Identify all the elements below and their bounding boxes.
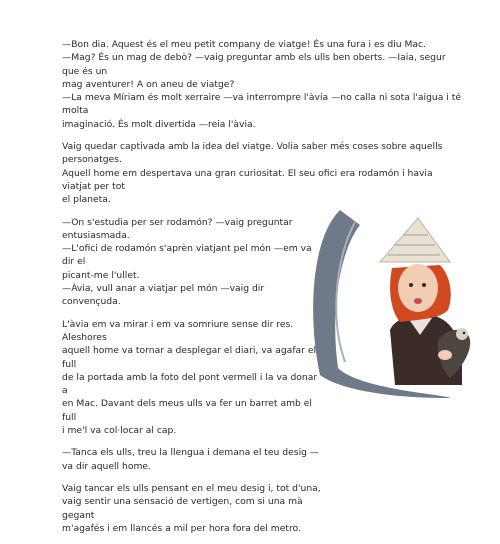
ferret-eye xyxy=(463,332,465,334)
text-line: —La meva Míriam és molt xerraire —va interrompre l'àvia —no calla ni sota l'aigua i té molta xyxy=(62,92,462,117)
text-line: imaginació. És molt divertida —reia l'àvia. xyxy=(62,118,256,130)
girl-face xyxy=(398,264,438,312)
text-line: —Mag? És un mag de debò? —vaig preguntar amb els ulls ben oberts. —Iaia, segur que és un xyxy=(62,52,446,77)
paragraph-narration-1 xyxy=(62,140,462,206)
paragraph-narration-2 xyxy=(62,318,324,438)
text-line: va dir aquell home. xyxy=(62,460,151,472)
text-line: —L'ofici de rodamón s'aprèn viatjant pel món —em va dir el xyxy=(62,243,312,268)
girl-ferret-illustration xyxy=(300,200,500,400)
paragraph-dialogue-1 xyxy=(62,38,462,131)
text-line: i me'l va col·locar al cap. xyxy=(62,425,177,437)
text-line: L'àvia em va mirar i em va somriure sense dir res. Aleshores xyxy=(62,318,294,343)
girl-eye xyxy=(422,283,426,287)
girl-hand xyxy=(438,350,452,360)
text-line: —Àvia, vull anar a viatjar pel món —vaig dir convençuda. xyxy=(62,283,265,308)
text-line: vaig sentir una sensació de vertigen, com si una mà gegant xyxy=(62,496,303,521)
text-line: —On s'estudia per ser rodamón? —vaig preguntar entusiasmada. xyxy=(62,216,293,241)
girl-mouth xyxy=(414,298,422,304)
paragraph-dialogue-3 xyxy=(62,446,324,473)
text-line: en Mac. Davant dels meus ulls va fer un barret amb el full xyxy=(62,398,312,423)
text-line: mag aventurer! A on aneu de viatge? xyxy=(62,78,235,90)
text-line: Aquell home em despertava una gran curiositat. El seu ofici era rodamón i havia viatjat per tot xyxy=(62,167,433,192)
paragraph-narration-3 xyxy=(62,482,324,535)
ferret-face xyxy=(456,328,468,340)
text-line: —Tanca els ulls, treu la llengua i demana el teu desig — xyxy=(62,447,320,459)
text-line: el planeta. xyxy=(62,194,111,206)
text-line: picant-me l'ullet. xyxy=(62,269,140,281)
text-line: aquell home va tornar a desplegar el diari, va agafar el full xyxy=(62,345,317,370)
text-line: m'agafés i em llancés a mil per hora fora del metro. xyxy=(62,522,301,534)
text-line: de la portada amb la foto del pont vermell i la va donar a xyxy=(62,371,318,397)
girl-eye xyxy=(409,283,413,287)
text-line: —Bon dia. Aquest és el meu petit company de viatge! És una fura i es diu Mac. xyxy=(62,39,427,50)
text-line: Vaig tancar els ulls pensant en el meu desig i, tot d'una, xyxy=(62,482,321,494)
paragraph-dialogue-2 xyxy=(62,216,324,309)
text-line: Vaig quedar captivada amb la idea del viatge. Volia saber més coses sobre aquells personatges. xyxy=(62,141,443,166)
